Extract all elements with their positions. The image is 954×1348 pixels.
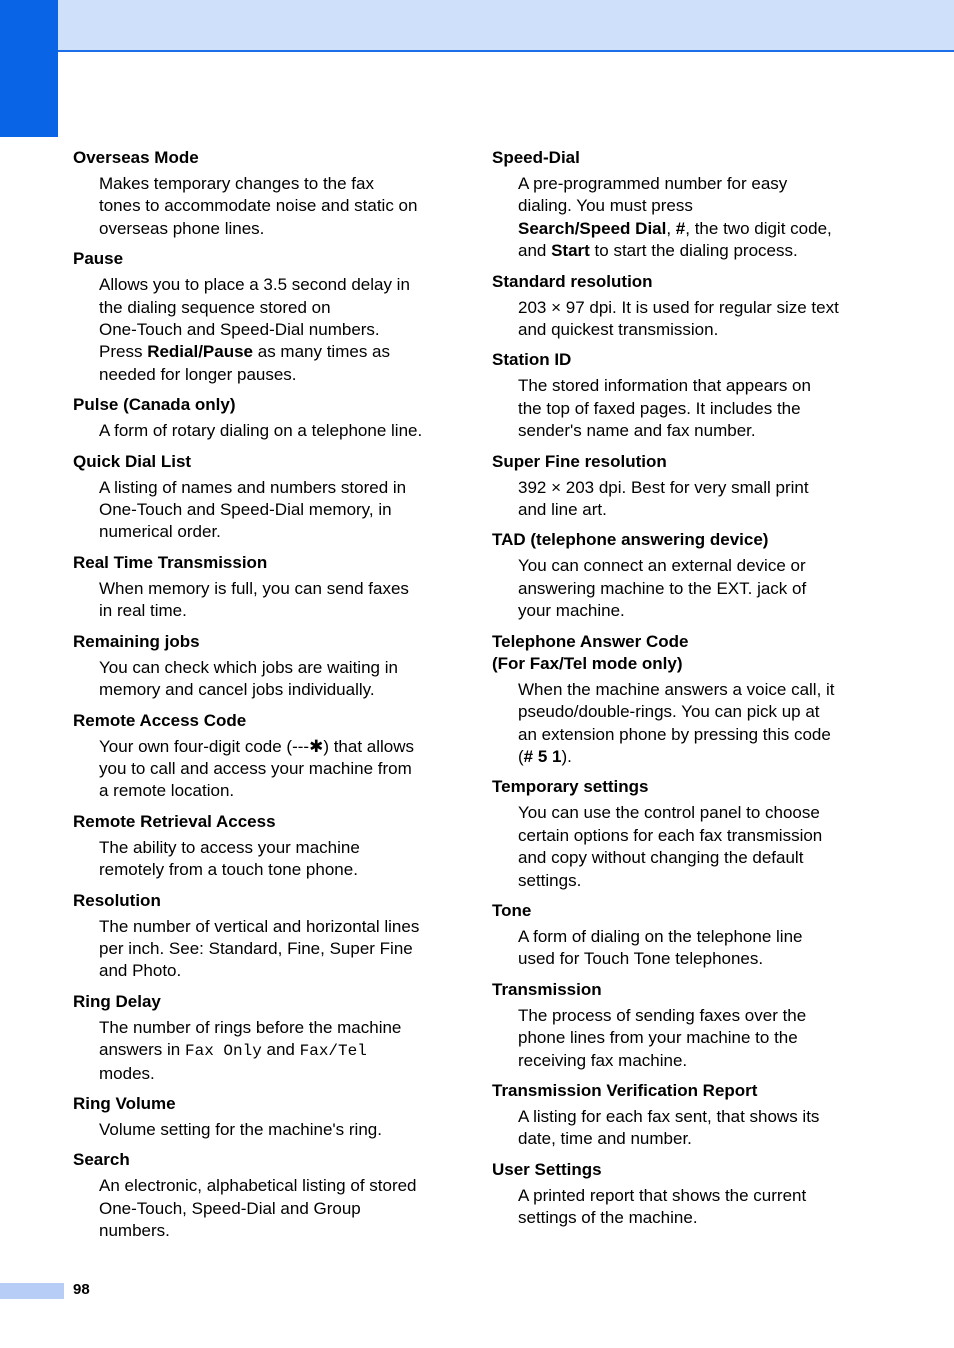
glossary-term: Station ID [492,350,572,370]
glossary-term: Remaining jobs [73,631,200,651]
glossary-term: Transmission [492,979,602,999]
glossary-entry-real-time-transmission [73,552,445,623]
glossary-definition: 392 × 203 dpi. Best for very small print and line art. [518,477,809,520]
glossary-term: Standard resolution [492,271,653,291]
glossary-definition: The stored information that appears on the top of faxed pages. It includes the sender's name and fax number. [518,376,811,441]
glossary-definition: The number of rings before the machine answers in Fax Only and Fax/Tel modes. [99,1017,402,1083]
glossary-term: Ring Volume [73,1093,176,1113]
glossary-term: Search [73,1150,130,1170]
glossary-definition: The process of sending faxes over the phone lines from your machine to the receiving fax machine. [518,1005,807,1070]
glossary-term: Real Time Transmission [73,552,268,572]
glossary-entry-temporary-settings [492,776,864,892]
glossary-definition: You can check which jobs are waiting in memory and cancel jobs individually. [99,657,398,700]
glossary-term: Resolution [73,890,161,910]
glossary-definition: A form of rotary dialing on a telephone line. [99,421,423,441]
glossary-term: User Settings [492,1159,602,1179]
glossary-term: Pulse (Canada only) [73,395,236,415]
glossary-entry-standard-resolution [492,271,864,342]
glossary-term: Temporary settings [492,777,649,797]
glossary-term: Remote Retrieval Access [73,811,276,831]
glossary-entry-transmission-verification-report [492,1080,864,1151]
glossary-definition: A listing of names and numbers stored in One-Touch and Speed-Dial memory, in numerical order. [99,477,407,542]
glossary-definition: Makes temporary changes to the fax tones to accommodate noise and static on overseas phone lines. [99,174,418,238]
glossary-entry-pause [73,248,445,386]
glossary-term: Remote Access Code [73,710,247,730]
glossary-definition: An electronic, alphabetical listing of stored One-Touch, Speed-Dial and Group numbers. [99,1176,417,1241]
glossary-entry-search [73,1149,445,1242]
glossary-definition: 203 × 97 dpi. It is used for regular size text and quickest transmission. [518,297,839,340]
glossary-right-column [492,147,864,1238]
header-band [0,0,954,52]
glossary-term: Telephone Answer Code (For Fax/Tel mode only) [492,631,689,673]
glossary-term: Transmission Verification Report [492,1080,758,1100]
glossary-entry-remote-access-code [73,710,445,803]
glossary-term: Speed-Dial [492,148,580,167]
glossary-entry-speed-dial [492,147,864,263]
glossary-entry-ring-delay [73,991,445,1085]
glossary-definition: You can connect an external device or answering machine to the EXT. jack of your machine. [518,556,807,621]
glossary-entry-remaining-jobs [73,631,445,702]
glossary-term: TAD (telephone answering device) [492,530,769,550]
glossary-definition: When memory is full, you can send faxes in real time. [99,578,409,621]
glossary-term: Super Fine resolution [492,451,667,471]
glossary-definition: A printed report that shows the current settings of the machine. [518,1185,807,1228]
footer-band [0,1283,64,1299]
glossary-entry-station-id [492,349,864,442]
glossary-definition: Volume setting for the machine's ring. [99,1119,382,1139]
glossary-term: Tone [492,900,532,920]
glossary-entry-ring-volume [73,1093,445,1141]
glossary-definition: A form of dialing on the telephone line used for Touch Tone telephones. [518,926,803,969]
glossary-definition: Allows you to place a 3.5 second delay in the dialing sequence stored on One-Touch and Speed-Dial numbers. Press Redial/Pause as many times as needed for longer pauses. [99,275,410,384]
glossary-entry-resolution [73,890,445,983]
glossary-entry-quick-dial-list [73,451,445,544]
glossary-term: Overseas Mode [73,148,199,167]
glossary-entry-pulse-canada-only [73,394,445,442]
glossary-term: Quick Dial List [73,451,192,471]
glossary-term: Pause [73,249,124,269]
glossary-left-column [73,147,445,1251]
chapter-tab [0,0,58,137]
glossary-definition: The ability to access your machine remotely from a touch tone phone. [99,837,360,880]
glossary-entry-tone [492,900,864,971]
glossary-entry-transmission [492,979,864,1072]
page-number: 98 [73,1281,90,1298]
glossary-entry-tad-telephone-answering-device [492,529,864,622]
glossary-definition: Your own four-digit code (---✱) that allows you to call and access your machine from a remote location. [99,736,415,801]
glossary-entry-super-fine-resolution [492,451,864,522]
glossary-definition: A listing for each fax sent, that shows its date, time and number. [518,1106,820,1149]
glossary-entry-telephone-answer-code-for-fax-tel-mode-only [492,631,864,769]
glossary-entry-overseas-mode [73,147,445,240]
glossary-term: Ring Delay [73,991,161,1011]
glossary-definition: You can use the control panel to choose certain options for each fax transmission and copy without changing the default settings. [518,803,823,890]
glossary-entry-user-settings [492,1159,864,1230]
glossary-definition: When the machine answers a voice call, it pseudo/double-rings. You can pick up at an extension phone by pressing this code (# 5 1). [518,679,835,766]
glossary-definition: The number of vertical and horizontal lines per inch. See: Standard, Fine, Super Fine and Photo. [99,916,420,981]
glossary-definition: A pre-programmed number for easy dialing. You must press Search/Speed Dial, #, the two digit code, and Start to start the dialing process. [518,174,832,261]
glossary-entry-remote-retrieval-access [73,811,445,882]
